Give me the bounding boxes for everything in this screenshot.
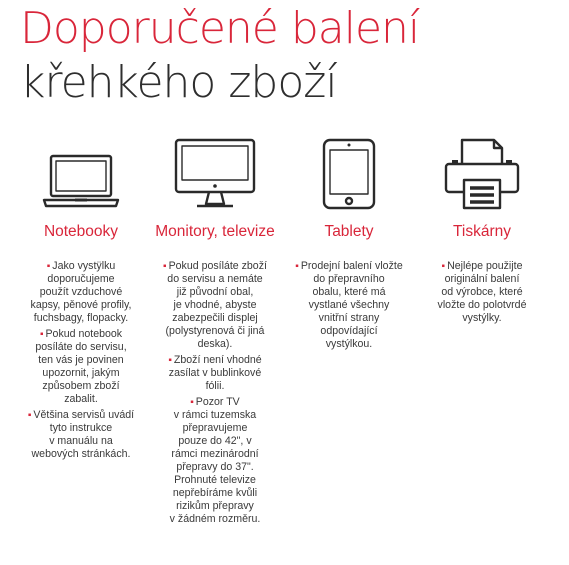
category-title: Notebooky	[43, 223, 119, 240]
page-title-line-1: Doporučené balení	[20, 3, 420, 54]
page-title-line-2: křehkého zboží	[20, 57, 337, 108]
bullet-item: ▪ Pokud posíláte zboží do servisu a nemáte již původní obal, je vhodné, abyste zabezpečili displej (polystyrenová či jiná deska).	[163, 260, 267, 350]
tablet-icon	[304, 130, 394, 210]
bullet-dot-icon: ▪	[27, 410, 32, 421]
bullet-item: ▪ Nejlépe použijte originální balení od výrobce, které vložte do polotvrdé vystýlky.	[437, 260, 527, 324]
bullet-dot-icon: ▪	[163, 261, 167, 272]
category-title: Tablety	[324, 223, 374, 240]
category-title: Monitory, televize	[155, 223, 275, 240]
bullet-dot-icon: ▪	[190, 397, 194, 408]
bullet-list	[414, 260, 550, 328]
bullet-item: ▪ Pozor TV v rámci tuzemska přepravujeme pouze do 42", v rámci mezinárodní přepravy do 37". Prohnuté televize nepřebíráme kvůli rizikům přepravy v žádném rozměru.	[169, 396, 261, 525]
category-title: Tiskárny	[453, 223, 511, 240]
bullet-dot-icon: ▪	[441, 261, 446, 272]
category-notebooks	[11, 130, 151, 560]
bullet-list	[13, 260, 149, 464]
category-tablets	[279, 130, 419, 560]
bullet-item: ▪ Pokud notebook posíláte do servisu, ten vás je povinen upozornit, jakým způsobem zboží zabalit.	[35, 328, 127, 405]
category-monitors-tv	[145, 130, 285, 560]
printer-icon	[437, 130, 527, 210]
monitor-icon	[170, 130, 260, 210]
bullet-dot-icon: ▪	[39, 329, 44, 340]
page-title	[20, 2, 419, 110]
bullet-list	[147, 260, 283, 529]
category-printers	[412, 130, 552, 560]
laptop-icon	[36, 130, 126, 210]
bullet-item: ▪ Většina servisů uvádí tyto instrukce v manuálu na webových stránkách.	[27, 409, 135, 460]
bullet-dot-icon: ▪	[168, 355, 172, 366]
bullet-dot-icon: ▪	[46, 261, 51, 272]
bullet-item: ▪ Zboží není vhodné zasílat v bublinkové fólii.	[168, 354, 262, 392]
bullet-dot-icon: ▪	[295, 261, 299, 272]
bullet-item: ▪ Jako vystÿlku doporučujeme použít vzduchové kapsy, pěnové profily, fuchsbagy, flopacky.	[30, 260, 132, 324]
bullet-item: ▪ Prodejní balení vložte do přepravního obalu, které má vystlané všechny vnitřní strany odpovídající vystýlkou.	[295, 260, 403, 350]
bullet-list	[281, 260, 417, 354]
